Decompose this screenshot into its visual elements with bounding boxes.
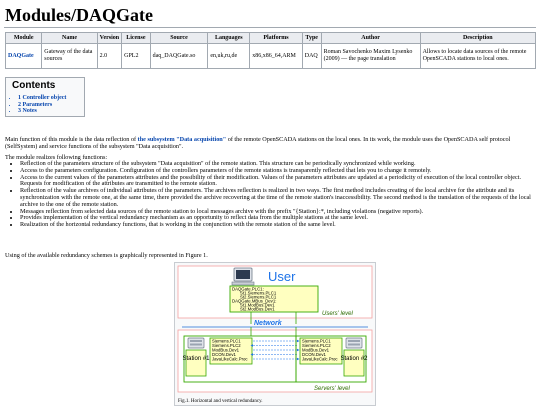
cell-description: Allows to locate data sources of the remote OpenSCADA stations to local ones. (420, 44, 535, 69)
cell-license: GPL2 (122, 44, 150, 69)
station2-item: ModBus.Dev1 (302, 347, 329, 353)
table-header-row (6, 33, 536, 44)
cell-languages: en,uk,ru,de (208, 44, 250, 69)
header-languages: Languages (208, 33, 250, 44)
server-icon (188, 338, 204, 348)
station2-item: Siemens.PLC1 (302, 338, 331, 344)
toc-item-controller-object[interactable]: • 1 Controller object (18, 95, 66, 102)
intro-paragraph (5, 136, 535, 150)
intro-text-end: of the remote OpenSCADA stations on the local ones. In its work, the module uses the OpenSCADA self protocol (SelfSystem) and service functions of the subsystem "Data acquisition". (5, 136, 511, 150)
header-author: Author (321, 33, 420, 44)
functions-list (12, 161, 540, 229)
toc-title: Contents (12, 80, 56, 91)
header-module: Module (6, 33, 42, 44)
station2-item: DCON.Dev1 (302, 352, 326, 357)
cell-type: DAQ (302, 44, 321, 69)
table-row (6, 44, 536, 69)
station1-box (186, 350, 206, 376)
list-item: • Reflection of the value archives of individual attributes of the parameters. The archives reflection is realized in two ways. The first method includes creating of the local archive for the attribute and its synchronization with the remote one, at the same time, there provided the archive recovering at the time of the remote station's inaccessibility. The second method is the translation of the requests of the local archive to the one of the remote station. (20, 188, 540, 208)
cell-author: Roman Savochenko Maxim Lysenko (2009) — the page translation (321, 44, 420, 69)
user-item: St1.ModBus.Dev1 (240, 302, 275, 308)
redundancy-diagram (176, 264, 374, 394)
user-item: DAQGate.PLC1: (232, 286, 264, 292)
station2-box (344, 350, 364, 376)
header-description: Description (420, 33, 535, 44)
station1-item: JavaLikeCalc.Proc (212, 356, 248, 362)
computer-icon (232, 268, 254, 285)
station2-item: JavaLikeCalc.Proc (302, 356, 338, 362)
cell-platforms: x86,x86_64,ARM (250, 44, 303, 69)
toc-item-notes[interactable]: • 3 Notes (18, 108, 66, 115)
intro-text-start: Main function of this module is the data reflection of (5, 136, 138, 143)
table-of-contents (5, 77, 85, 117)
station2-label: Station #2 (340, 356, 368, 362)
figure-redundancy (174, 262, 376, 406)
user-item: DAQGate.MBus_Dev1: (232, 298, 277, 304)
station2-item: Siemens.PLC2 (302, 343, 331, 348)
title-divider (4, 27, 536, 28)
user-title: User (268, 269, 296, 284)
station1-label-text: Station #1 (182, 356, 210, 362)
subsystem-link[interactable]: the subsystem "Data acquisition" (137, 136, 227, 143)
station1-label (182, 356, 210, 362)
station1-item: Siemens.PLC2 (212, 343, 241, 348)
network-label: Network (254, 320, 282, 327)
user-item: St2.Siemens.PLC1 (240, 294, 277, 300)
station1-item: ModBus.Dev1 (212, 347, 239, 353)
cell-source: daq_DAQGate.so (150, 44, 208, 69)
page-title: Modules/DAQGate (5, 5, 153, 25)
module-info-table (5, 32, 536, 69)
header-version: Version (97, 33, 121, 44)
list-item: • Reflection of the parameters structure of the subsystem "Data acquisition" of the remote station. This structure can be periodically synchronized while working. (20, 161, 540, 168)
list-item: • Access to the parameters configuration. Configuration of the controllers parameters of the remote stations is transparently reflected that lets you to change it remotely. (20, 168, 540, 175)
header-license: License (122, 33, 150, 44)
list-item: • Messages reflection from selected data sources of the remote station to local messages archive with the prefix "{Station}:*, including violations (negative reports). (20, 209, 540, 216)
cell-name: Gateway of the data sources (42, 44, 97, 69)
list-item: • Realization of the horizontal redundancy functions, that is working in the conjunction with the remote station of the same level. (20, 222, 540, 229)
station1-item: Siemens.PLC1 (212, 338, 241, 344)
toc-list (10, 95, 66, 115)
cell-version: 2.0 (97, 44, 121, 69)
list-item: • Provides implementation of the vertical redundancy mechanism as an opportunity to reflect data from the multiple stations at the same level. (20, 215, 540, 222)
module-link[interactable]: DAQGate (6, 44, 42, 69)
header-platforms: Platforms (250, 33, 303, 44)
header-type: Type (302, 33, 321, 44)
list-item: • Access to the current values of the parameters attributes and the possibility of their modification. Values of the parameters attributes are updated at a periodicity of execution of the local controller object. Requests for modification of the attributes are transmitted to the remote station. (20, 175, 540, 189)
figure-caption: Fig.1. Horizontal and vertical redundancy. (178, 399, 263, 404)
header-source: Source (150, 33, 208, 44)
redundancy-note: Using of the available redundancy schemes is graphically represented in Figure 1. (5, 252, 208, 259)
server-icon (346, 338, 362, 348)
station1-item: DCON.Dev1 (212, 352, 236, 357)
servers-level-label: Servers' level (314, 386, 350, 392)
header-name: Name (42, 33, 97, 44)
user-item: St1.Siemens.PLC1 (240, 290, 277, 296)
users-level-label: Users' level (322, 311, 353, 317)
user-item: St2.ModBus.Dev1 (240, 306, 275, 312)
toc-item-parameters[interactable]: • 2 Parameters (18, 102, 66, 109)
functions-lead: The module realizes following functions: (5, 154, 108, 161)
